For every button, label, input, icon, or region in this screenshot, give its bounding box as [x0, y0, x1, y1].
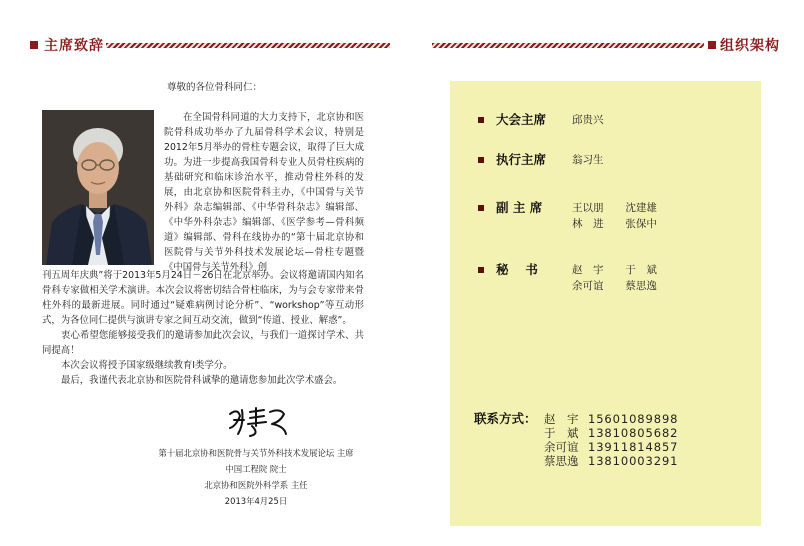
signature-block [140, 445, 372, 509]
bullet-square-icon [478, 205, 484, 211]
contact-item [544, 412, 678, 426]
signer-title-1: 第十届北京协和医院骨与关节外科技术发展论坛 主席 [158, 448, 354, 458]
role-label: 副 主 席 [496, 200, 543, 215]
contact-name: 蔡思逸 [544, 454, 579, 468]
letter-date: 2013年4月25日 [224, 496, 288, 506]
organization-panel [450, 81, 761, 526]
person-name: 张保中 [625, 218, 657, 230]
person-name: 翁习生 [572, 154, 604, 166]
portrait-photo [42, 110, 154, 265]
role-label: 执行主席 [496, 152, 547, 167]
contact-item [544, 426, 678, 440]
contact-phone: 15601089898 [588, 412, 679, 426]
bullet-square-icon [478, 157, 484, 163]
role-names [572, 262, 657, 294]
person-name: 邱贵兴 [572, 114, 604, 126]
role-row-executive-chairman [478, 152, 604, 168]
contact-phone: 13911814857 [588, 440, 679, 454]
contact-item [544, 440, 678, 454]
role-row-chairman [478, 112, 604, 128]
contact-label: 联系方式： [474, 411, 537, 426]
header-square-icon [30, 41, 38, 49]
person-name: 于 斌 [625, 264, 657, 276]
right-header [432, 36, 804, 52]
role-names [572, 112, 604, 128]
role-label: 秘 书 [496, 262, 538, 277]
letter-body [42, 268, 364, 388]
person-name: 赵 宇 [572, 264, 604, 276]
contact-list [544, 412, 678, 468]
contact-section [474, 412, 678, 468]
person-name: 沈建雄 [625, 202, 657, 214]
header-stripe [432, 43, 704, 48]
contact-name: 余可谊 [544, 440, 579, 454]
person-name: 蔡思逸 [625, 280, 657, 292]
role-row-vice-chairman [478, 200, 657, 232]
role-names [572, 200, 657, 232]
letter-paragraph-1-top: 在全国骨科同道的大力支持下，北京协和医院骨科成功举办了九届骨科学术会议，特别是2012年5月举办的骨柱专题会议，取得了巨大成功。为进一步提高我国骨科专业人员骨柱疾病的基础研究和临床诊治水平，推动骨柱外科的发展，由北京协和医院骨科主办，《中国骨与关节外科》杂志编辑部、《中华骨科杂志》编辑部、《中华外科杂志》编辑部、《医学参考—骨科频道》编辑部、骨科在线协办的“第十届北京协和医院骨与关节外科技术发展论坛—骨柱专题暨《中国骨与关节外科》创 [164, 112, 364, 273]
letter-paragraph-4: 最后，我谨代表北京协和医院骨科诚挚的邀请您参加此次学术盛会。 [61, 375, 343, 386]
bullet-square-icon [478, 117, 484, 123]
letter-salutation: 尊敬的各位骨科同仁： [167, 82, 263, 93]
left-header-title: 主席致辞 [44, 38, 104, 54]
handwritten-signature [226, 404, 288, 440]
letter-paragraph-1-bottom: 刊五周年庆典”将于2013年5月24日－26日在北京举办。会议将邀请国内知名骨科专家做相关学术演讲。本次会议将密切结合骨柱临床，为与会专家带来骨柱外科的最新进展。同时通过“疑难病例讨论分析”、“workshop”等互动形式，为各位同仁提供与演讲专家之间互动交流，做到“传道、授业、解惑”。 [42, 270, 364, 326]
left-header [0, 36, 390, 52]
role-label: 大会主席 [496, 112, 547, 127]
contact-name: 赵 宇 [544, 412, 579, 426]
header-square-icon [708, 41, 716, 49]
person-name: 林 进 [572, 218, 604, 230]
role-names [572, 152, 604, 168]
signer-title-3: 北京协和医院外科学系 主任 [204, 480, 308, 490]
header-stripe [106, 43, 390, 48]
role-row-secretary [478, 262, 657, 294]
letter-paragraph-2: 衷心希望您能够接受我们的邀请参加此次会议，与我们一道探讨学术、共同提高！ [42, 330, 364, 356]
contact-item [544, 454, 678, 468]
contact-phone: 13810003291 [588, 454, 679, 468]
signer-title-2: 中国工程院 院士 [225, 464, 287, 474]
right-header-title: 组织架构 [720, 38, 780, 54]
letter-body-top [164, 110, 364, 275]
person-name: 余可谊 [572, 280, 604, 292]
bullet-square-icon [478, 267, 484, 273]
contact-name: 于 斌 [544, 426, 579, 440]
contact-phone: 13810805682 [588, 426, 679, 440]
person-name: 王以朋 [572, 202, 604, 214]
letter-paragraph-3: 本次会议将授予国家级继续教育I类学分。 [61, 360, 233, 371]
